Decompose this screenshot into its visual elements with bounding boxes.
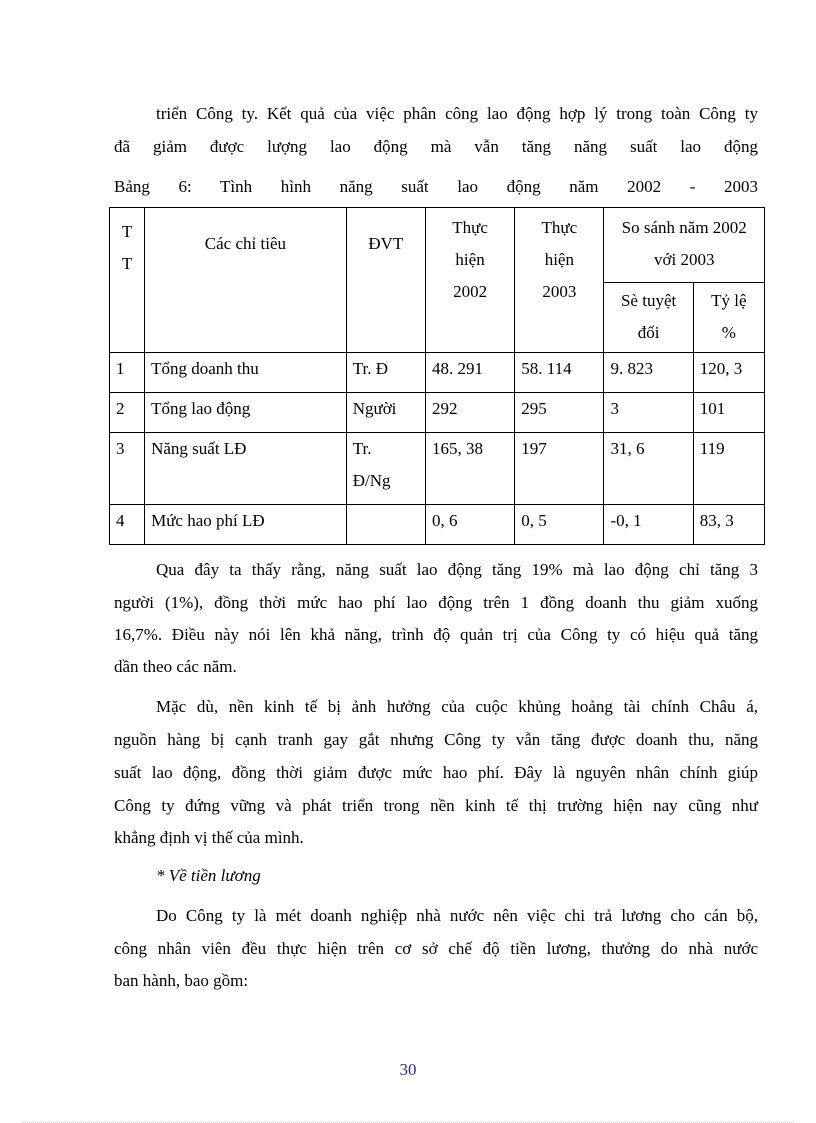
- table-row: [110, 433, 765, 505]
- cell-tt: 2: [110, 393, 145, 433]
- header-chi-tieu: [145, 208, 347, 353]
- header-dvt: [346, 208, 425, 353]
- header-compare-line1: So sánh năm 2002: [621, 218, 747, 237]
- para1-line-1: Qua đây ta thấy rằng, năng suất lao động tăng 19% mà lao động chỉ tăng 3: [156, 560, 758, 579]
- cell-ratio: 101: [693, 393, 764, 433]
- cell-unit-line2: Đ/Ng: [352, 471, 391, 490]
- cell-2003: 58. 114: [515, 353, 604, 393]
- header-dvt-label: ĐVT: [368, 234, 404, 253]
- cell-unit: Tr. Đ: [346, 353, 425, 393]
- para1-line-2: người (1%), đồng thời mức hao phí lao động trên 1 đồng doanh thu giảm xuống: [114, 593, 758, 612]
- page-number: 30: [399, 1060, 417, 1079]
- header-2003-line2: hiện: [544, 250, 574, 269]
- cell-unit: [346, 505, 425, 545]
- cell-tt: 1: [110, 353, 145, 393]
- header-abs-line1: Sè tuyệt: [620, 291, 677, 310]
- cell-2002: 165, 38: [425, 433, 514, 505]
- header-2003: [515, 208, 604, 353]
- para2-line-1: Mặc dù, nền kinh tế bị ảnh hưởng của cuộc khủng hoảng tài chính Châu á,: [156, 697, 758, 716]
- header-2003-line3: 2003: [542, 282, 577, 301]
- para3-line-1: Do Công ty là mét doanh nghiệp nhà nước nên việc chi trả lương cho cán bộ,: [156, 906, 758, 925]
- cell-abs: 3: [604, 393, 693, 433]
- header-compare-line2: với 2003: [654, 250, 715, 269]
- para2-line-2: nguồn hàng bị cạnh tranh gay gắt nhưng Công ty vẫn tăng được doanh thu, năng: [114, 730, 758, 749]
- cell-abs: 9. 823: [604, 353, 693, 393]
- header-compare: [604, 208, 765, 283]
- header-ratio-line2: %: [721, 323, 736, 342]
- para3-line-2: công nhân viên đều thực hiện trên cơ sở chế độ tiền lương, thưởng do nhà nước: [114, 939, 758, 958]
- cell-tt: 3: [110, 433, 145, 505]
- para2-line-3: suất lao động, đồng thời giảm được mức hao phí. Đây là nguyên nhân chính giúp: [114, 763, 758, 782]
- header-chi-tieu-label: Các chỉ tiêu: [204, 234, 286, 253]
- header-2002: [425, 208, 514, 353]
- table-row: [110, 393, 765, 433]
- cell-name: Năng suất LĐ: [145, 433, 347, 505]
- table-caption: Bảng 6: Tình hình năng suất lao động năm 2002 - 2003: [114, 177, 758, 196]
- header-2002-line2: hiện: [455, 250, 485, 269]
- cell-ratio: 83, 3: [693, 505, 764, 545]
- cell-name: Mức hao phí LĐ: [145, 505, 347, 545]
- table-row: [110, 505, 765, 545]
- cell-2003: 295: [515, 393, 604, 433]
- header-tt-line2: T: [121, 254, 133, 273]
- cell-unit: Người: [346, 393, 425, 433]
- cell-abs: 31, 6: [604, 433, 693, 505]
- header-ratio: [693, 283, 764, 353]
- cell-unit: [346, 433, 425, 505]
- para2-line-4: Công ty đứng vững và phát triển trong nền kinh tế thị trường hiện nay cũng như: [114, 796, 758, 815]
- header-abs-line2: đối: [637, 323, 660, 342]
- table-row: [110, 353, 765, 393]
- cell-2003: 197: [515, 433, 604, 505]
- header-tt-line1: T: [121, 222, 133, 241]
- cell-2002: 292: [425, 393, 514, 433]
- cell-2002: 48. 291: [425, 353, 514, 393]
- para2-line-5: khẳng định vị thế của mình.: [114, 828, 304, 847]
- para1-line-4: dần theo các năm.: [114, 657, 237, 676]
- intro-line-1: triển Công ty. Kết quả của việc phân công lao động hợp lý trong toàn Công ty: [156, 104, 758, 123]
- section-heading: * Về tiền lương: [156, 866, 261, 885]
- cell-name: Tổng lao động: [145, 393, 347, 433]
- table-header-row: [110, 208, 765, 283]
- header-2002-line1: Thực: [452, 218, 488, 237]
- productivity-table: [109, 207, 765, 545]
- header-abs: [604, 283, 693, 353]
- cell-2003: 0, 5: [515, 505, 604, 545]
- cell-tt: 4: [110, 505, 145, 545]
- para1-line-3: 16,7%. Điều này nói lên khả năng, trình độ quản trị của Công ty có hiệu quả tăng: [114, 625, 758, 644]
- cell-abs: -0, 1: [604, 505, 693, 545]
- cell-unit-line1: Tr.: [352, 439, 372, 458]
- header-2003-line1: Thực: [541, 218, 578, 237]
- para3-line-3: ban hành, bao gồm:: [114, 971, 249, 990]
- header-tt: [110, 208, 145, 353]
- header-ratio-line1: Tỷ lệ: [711, 291, 747, 310]
- cell-ratio: 120, 3: [693, 353, 764, 393]
- cell-ratio: 119: [693, 433, 764, 505]
- intro-line-2: đã giảm được lượng lao động mà vẫn tăng năng suất lao động: [114, 137, 758, 156]
- header-2002-line3: 2002: [453, 282, 488, 301]
- cell-2002: 0, 6: [425, 505, 514, 545]
- cell-name: Tổng doanh thu: [145, 353, 347, 393]
